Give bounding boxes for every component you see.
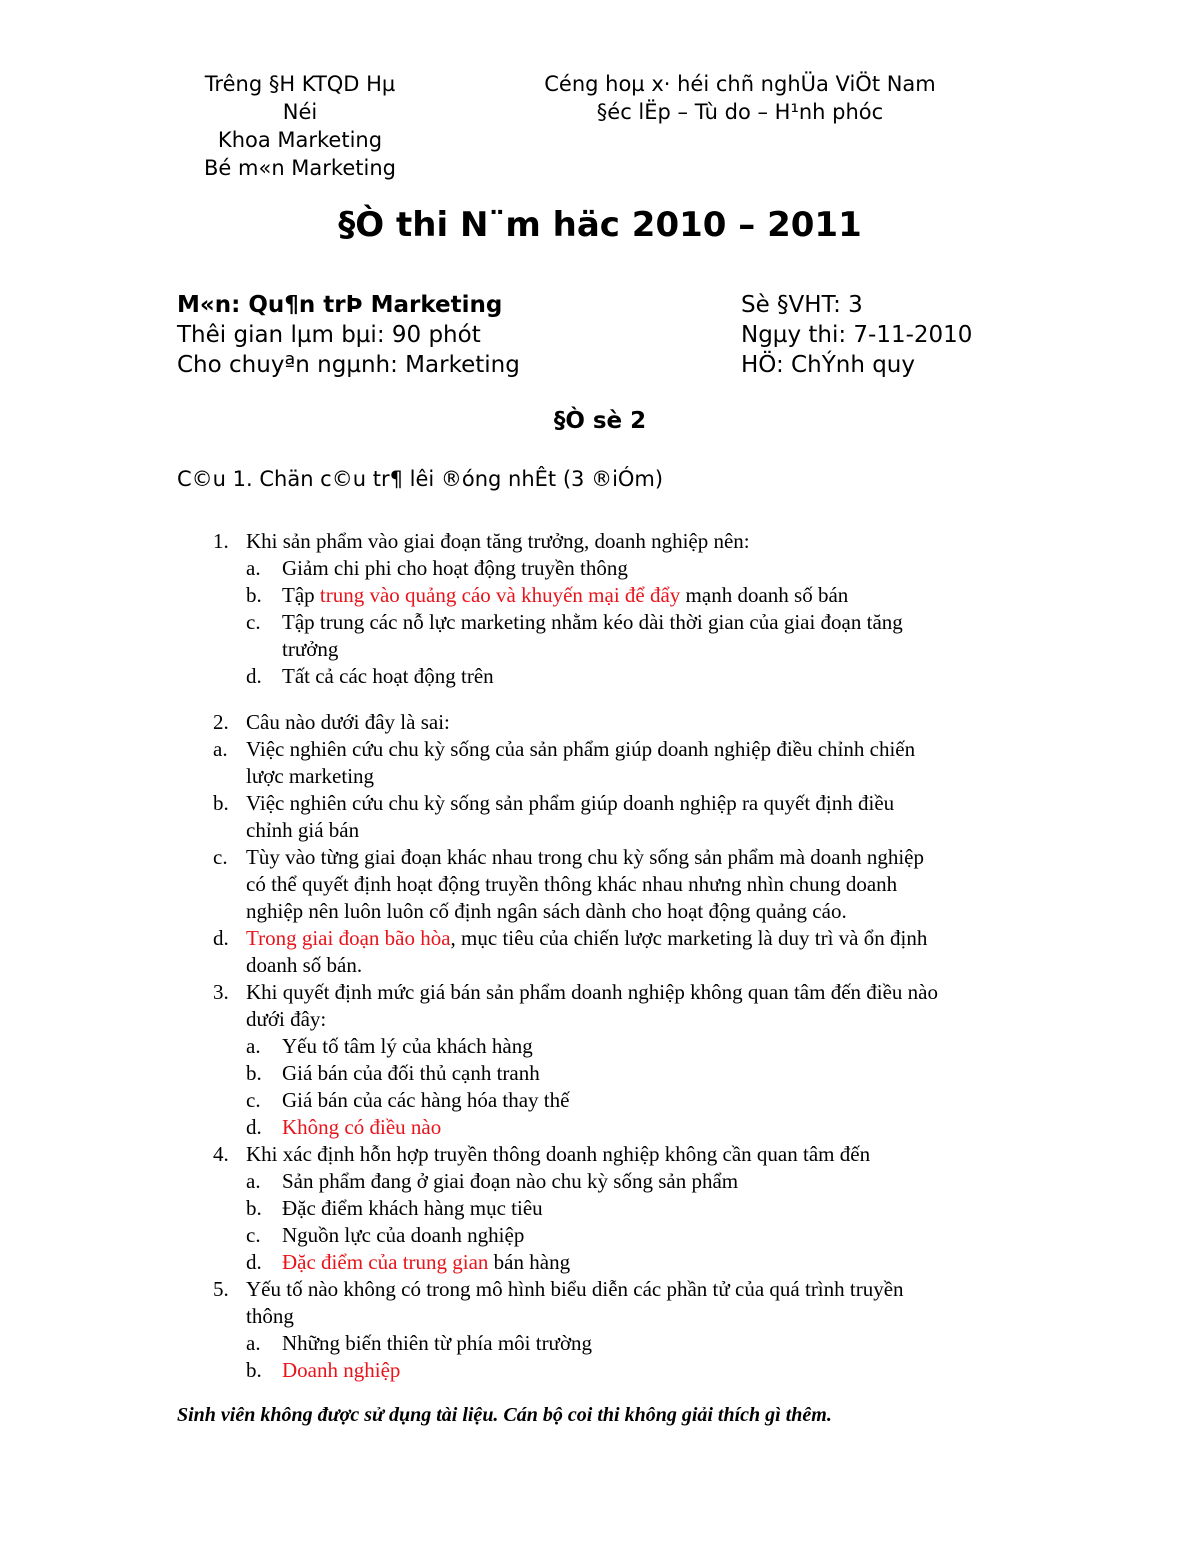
question-line: [213, 1141, 871, 1168]
school-name-line-1: Trêng §H KTQD Hµ: [204, 72, 396, 96]
text-segment: Câu nào dưới đây là sai:: [246, 710, 450, 734]
option-letter: c.: [246, 610, 261, 634]
exam-date-line: Ngµy thi: 7-11-2010: [741, 322, 973, 348]
option-letter: a.: [213, 737, 228, 761]
continuation-line: [246, 1303, 294, 1330]
line-text: [246, 1142, 870, 1166]
line-text: [282, 1331, 592, 1355]
line-text: [282, 1250, 570, 1274]
line-text: [246, 953, 362, 977]
faculty-name: Khoa Marketing: [217, 128, 383, 152]
text-segment: Tùy vào từng giai đoạn khác nhau trong chu kỳ sống sản phẩm mà doanh nghiệp: [246, 845, 924, 869]
option-letter: b.: [246, 583, 262, 607]
line-text: [246, 926, 927, 950]
line-text: [246, 710, 450, 734]
text-segment: Tập trung các nỗ lực marketing nhằm kéo dài thời gian của giai đoạn tăng: [282, 610, 903, 634]
option-line: [213, 736, 916, 763]
text-segment: Tất cả các hoạt động trên: [282, 664, 494, 688]
highlighted-answer: Đặc điểm của trung gian: [282, 1250, 489, 1274]
option-letter: b.: [246, 1358, 262, 1382]
line-text: [282, 1358, 400, 1382]
option-line: [213, 790, 895, 817]
text-segment: trưởng: [282, 637, 339, 661]
continuation-line: [282, 636, 338, 663]
line-text: [282, 637, 338, 661]
major-line: Cho chuyªn ngµnh: Marketing: [177, 352, 520, 378]
line-text: [246, 764, 374, 788]
continuation-line: [246, 871, 897, 898]
highlighted-answer: trung vào quảng cáo và khuyến mại để đẩy: [319, 583, 681, 607]
option-line: [246, 582, 849, 609]
line-text: [282, 1061, 540, 1085]
school-name-line-2: Néi: [282, 100, 318, 124]
text-segment: doanh số bán.: [246, 953, 363, 977]
option-line: [246, 1114, 442, 1141]
line-text: [282, 1034, 533, 1058]
text-segment: Những biến thiên từ phía môi trường: [282, 1331, 593, 1355]
text-segment: nghiệp nên luôn luôn cố định ngân sách dành cho hoạt động quảng cáo.: [246, 899, 847, 923]
duration-line: Thêi gian lµm bµi: 90 phót: [177, 322, 481, 348]
option-line: [246, 1060, 540, 1087]
option-letter: a.: [246, 1034, 261, 1058]
question-number: 5.: [213, 1277, 229, 1301]
option-line: [246, 555, 628, 582]
option-line: [246, 663, 494, 690]
option-line: [246, 1249, 571, 1276]
text-segment: Yếu tố nào không có trong mô hình biểu diễn các phần tử của quá trình truyền: [246, 1277, 904, 1301]
text-segment: Sản phẩm đang ở giai đoạn nào chu kỳ sống sản phẩm: [282, 1169, 739, 1193]
continuation-line: [246, 952, 362, 979]
line-text: [246, 529, 750, 553]
motto: §éc lËp – Tù do – H¹nh phóc: [596, 100, 884, 124]
text-segment: Việc nghiên cứu chu kỳ sống sản phẩm giúp doanh nghiệp ra quyết định điều: [246, 791, 895, 815]
option-line: [213, 925, 928, 952]
text-segment: thông: [246, 1304, 294, 1328]
option-letter: a.: [246, 556, 261, 580]
option-line: [246, 1357, 401, 1384]
exam-info-right: [741, 290, 972, 380]
text-segment: dưới đây:: [246, 1007, 327, 1031]
option-letter: a.: [246, 1169, 261, 1193]
line-text: [246, 872, 897, 896]
option-line: [246, 609, 903, 636]
question-number: 1.: [213, 529, 229, 553]
option-letter: d.: [246, 1115, 262, 1139]
option-line: [246, 1168, 739, 1195]
option-letter: b.: [213, 791, 229, 815]
highlighted-answer: Trong giai đoạn bão hòa: [246, 926, 451, 950]
option-letter: c.: [246, 1088, 261, 1112]
line-text: [246, 791, 894, 815]
option-letter: c.: [246, 1223, 261, 1247]
line-text: [282, 1115, 441, 1139]
continuation-line: [246, 763, 374, 790]
line-text: [246, 1304, 294, 1328]
line-text: [246, 1277, 904, 1301]
national-header: [490, 70, 990, 126]
option-letter: d.: [213, 926, 229, 950]
question-number: 3.: [213, 980, 229, 1004]
text-segment: Giá bán của các hàng hóa thay thế: [282, 1088, 570, 1112]
text-segment: Khi quyết định mức giá bán sản phẩm doanh nghiệp không quan tâm đến điều nào: [246, 980, 938, 1004]
line-text: [282, 583, 848, 607]
option-letter: b.: [246, 1196, 262, 1220]
line-text: [282, 610, 903, 634]
highlighted-answer: Doanh nghiệp: [282, 1358, 401, 1382]
department-name: Bé m«n Marketing: [204, 156, 396, 180]
option-line: [246, 1330, 593, 1357]
text-segment: Đặc điểm khách hàng mục tiêu: [282, 1196, 543, 1220]
text-segment: Giá bán của đối thủ cạnh tranh: [282, 1061, 540, 1085]
question-line: [213, 709, 450, 736]
option-line: [246, 1222, 525, 1249]
option-line: [246, 1033, 533, 1060]
text-segment: , mục tiêu của chiến lược marketing là duy trì và ổn định: [450, 926, 928, 950]
continuation-line: [246, 898, 847, 925]
option-line: [213, 844, 924, 871]
section-heading: C©u 1. Chän c©u tr¶ lêi ®óng nhÊt (3 ®iÓm): [177, 467, 664, 491]
text-segment: Giảm chi phi cho hoạt động truyền thông: [282, 556, 628, 580]
option-letter: d.: [246, 664, 262, 688]
option-letter: b.: [246, 1061, 262, 1085]
question-line: [213, 528, 750, 555]
option-line: [246, 1087, 570, 1114]
text-segment: Yếu tố tâm lý của khách hàng: [282, 1034, 533, 1058]
text-segment: bán hàng: [488, 1250, 571, 1274]
line-text: [246, 818, 359, 842]
option-letter: c.: [213, 845, 228, 869]
text-segment: Khi sản phẩm vào giai đoạn tăng trưởng, doanh nghiệp nên:: [246, 529, 750, 553]
country-name: Céng hoµ x· héi chñ nghÜa ViÖt Nam: [544, 72, 936, 96]
option-letter: a.: [246, 1331, 261, 1355]
text-segment: Khi xác định hỗn hợp truyền thông doanh nghiệp không cần quan tâm đến: [246, 1142, 871, 1166]
credits-line: Sè §VHT: 3: [741, 292, 863, 318]
text-segment: mạnh doanh số bán: [680, 583, 849, 607]
program-line: HÖ: ChÝnh quy: [741, 352, 915, 378]
question-line: [213, 979, 938, 1006]
question-number: 4.: [213, 1142, 229, 1166]
option-line: [246, 1195, 543, 1222]
question-line: [213, 1276, 904, 1303]
exam-code: §Ò sè 2: [553, 408, 647, 434]
text-segment: Tập: [282, 583, 320, 607]
text-segment: Việc nghiên cứu chu kỳ sống của sản phẩm giúp doanh nghiệp điều chỉnh chiến: [246, 737, 916, 761]
continuation-line: [246, 817, 359, 844]
line-text: [246, 737, 915, 761]
text-segment: có thể quyết định hoạt động truyền thông khác nhau nhưng nhìn chung doanh: [246, 872, 898, 896]
line-text: [282, 556, 628, 580]
line-text: [282, 1196, 543, 1220]
line-text: [246, 1007, 326, 1031]
line-text: [282, 1169, 738, 1193]
exam-note: Sinh viên không được sử dụng tài liệu. Cán bộ coi thi không giải thích gì thêm.: [177, 1404, 832, 1426]
line-text: [282, 664, 494, 688]
line-text: [282, 1223, 524, 1247]
school-header: [150, 70, 450, 182]
line-text: [246, 845, 924, 869]
text-segment: Nguồn lực của doanh nghiệp: [282, 1223, 525, 1247]
option-letter: d.: [246, 1250, 262, 1274]
question-number: 2.: [213, 710, 229, 734]
exam-info-left: [177, 290, 520, 380]
text-segment: lược marketing: [246, 764, 375, 788]
continuation-line: [246, 1006, 326, 1033]
exam-title: §Ò thi N¨m häc 2010 – 2011: [338, 205, 862, 245]
subject-line: M«n: Qu¶n trÞ Marketing: [177, 292, 503, 318]
highlighted-answer: Không có điều nào: [282, 1115, 442, 1139]
line-text: [246, 980, 938, 1004]
text-segment: chỉnh giá bán: [246, 818, 360, 842]
line-text: [282, 1088, 569, 1112]
line-text: [246, 899, 847, 923]
